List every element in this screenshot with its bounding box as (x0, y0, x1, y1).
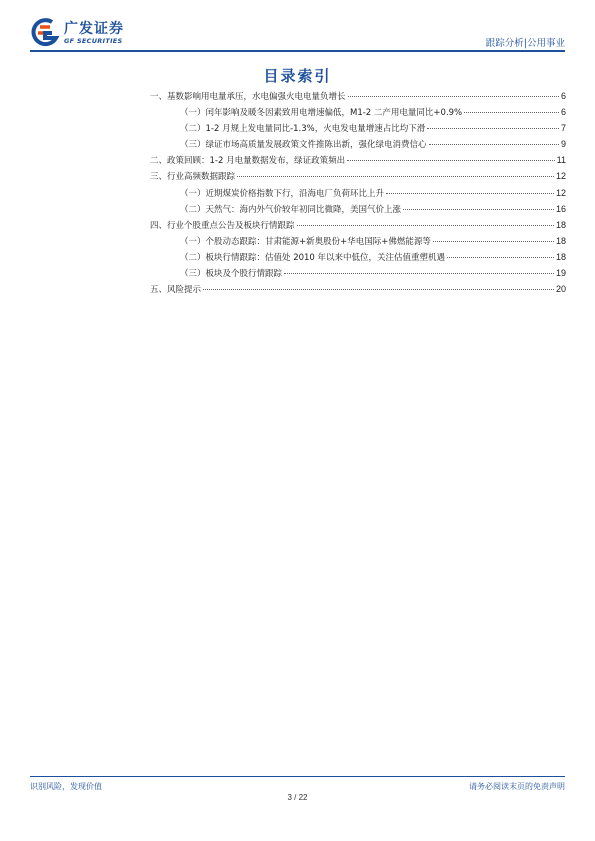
toc-entry[interactable] (150, 138, 566, 154)
toc-entry[interactable] (150, 170, 566, 186)
toc-entry[interactable] (150, 283, 566, 299)
footer-divider (30, 776, 565, 777)
toc-entry[interactable] (150, 90, 566, 106)
toc-entry-title: 四、行业个股重点公告及板块行情跟踪 (150, 220, 295, 231)
logo-english-name: GF SECURITIES (64, 36, 123, 45)
toc-dot-leader (237, 176, 554, 177)
toc-entry-page: 19 (555, 268, 566, 279)
toc-entry-title: （一）闰年影响及暖冬因素致用电增速偏低，M1-2 二产用电量同比+0.9% (180, 108, 463, 119)
toc-entry-page: 9 (560, 139, 566, 150)
toc-entry-page: 18 (555, 235, 566, 246)
toc-entry-page: 11 (556, 155, 566, 166)
toc-entry-page: 16 (555, 203, 566, 214)
toc-entry-title: 一、基数影响用电量承压，水电偏强火电电量负增长 (150, 92, 346, 102)
page-number: 3 / 22 (287, 793, 308, 802)
toc-entry-page: 20 (555, 284, 566, 295)
toc-dot-leader (203, 289, 554, 290)
header-divider (30, 50, 565, 52)
toc-dot-leader (348, 96, 559, 97)
toc-entry-title: （一）个股动态跟踪：甘肃能源+新奥股份+华电国际+佛燃能源等 (180, 236, 431, 247)
toc-entry-title: （一）近期煤炭价格指数下行，沿海电厂负荷环比上升 (180, 188, 385, 199)
footer-slogan: 识别风险，发现价值 (30, 782, 102, 791)
toc-entry[interactable] (150, 267, 566, 283)
toc-entry-page: 12 (555, 171, 566, 182)
gf-logo-icon (30, 18, 60, 48)
toc-title: 目录索引 (263, 67, 332, 85)
toc-entry-title: （三）绿证市场高质量发展政策文件推陈出新，强化绿电消费信心 (180, 140, 427, 151)
toc-dot-leader (403, 209, 554, 210)
toc-entry-page: 12 (555, 187, 566, 198)
toc-dot-leader (284, 273, 554, 274)
toc-dot-leader (429, 144, 559, 145)
toc-entry[interactable] (150, 235, 566, 251)
table-of-contents (150, 90, 566, 299)
toc-dot-leader (386, 193, 554, 194)
toc-entry-title: 二、政策回顾：1-2 月电量数据发布，绿证政策频出 (150, 156, 346, 167)
toc-entry[interactable] (150, 122, 566, 138)
report-type: 跟踪分析 (485, 38, 524, 49)
gf-logo (30, 18, 124, 48)
toc-entry[interactable] (150, 219, 566, 235)
toc-dot-leader (433, 241, 554, 242)
report-category (486, 35, 565, 49)
toc-dot-leader (427, 128, 559, 129)
toc-entry-page: 7 (560, 123, 566, 134)
toc-entry[interactable] (150, 251, 566, 267)
toc-entry[interactable] (150, 203, 566, 219)
toc-entry-title: （三）板块及个股行情跟踪 (180, 269, 283, 280)
toc-dot-leader (347, 160, 555, 161)
logo-chinese-name: 广发证券 (64, 20, 124, 37)
toc-entry-title: 三、行业高频数据跟踪 (150, 172, 236, 183)
page-header (30, 14, 565, 54)
toc-entry-title: （二）1-2 月规上发电量同比-1.3%，火电发电量增速占比均下滑 (180, 124, 426, 135)
toc-dot-leader (447, 257, 554, 258)
industry-name: 公用事业 (526, 38, 565, 49)
toc-entry-title: （二）板块行情跟踪：估值处 2010 年以来中低位，关注估值重塑机遇 (180, 252, 446, 263)
toc-entry[interactable] (150, 106, 566, 122)
toc-entry-page: 6 (560, 91, 566, 101)
toc-entry-page: 18 (555, 219, 566, 230)
footer-disclaimer: 请务必阅读末页的免责声明 (469, 782, 565, 791)
toc-entry-page: 6 (560, 107, 566, 118)
toc-dot-leader (464, 112, 559, 113)
toc-entry[interactable] (150, 187, 566, 203)
category-divider: | (523, 38, 527, 49)
toc-entry-page: 18 (555, 251, 566, 262)
toc-entry-title: （二）天然气：海内外气价较年初同比微降，美国气价上涨 (180, 204, 402, 215)
toc-entry[interactable] (150, 154, 566, 170)
toc-entry-title: 五、风险提示 (150, 285, 202, 296)
toc-dot-leader (297, 225, 554, 226)
